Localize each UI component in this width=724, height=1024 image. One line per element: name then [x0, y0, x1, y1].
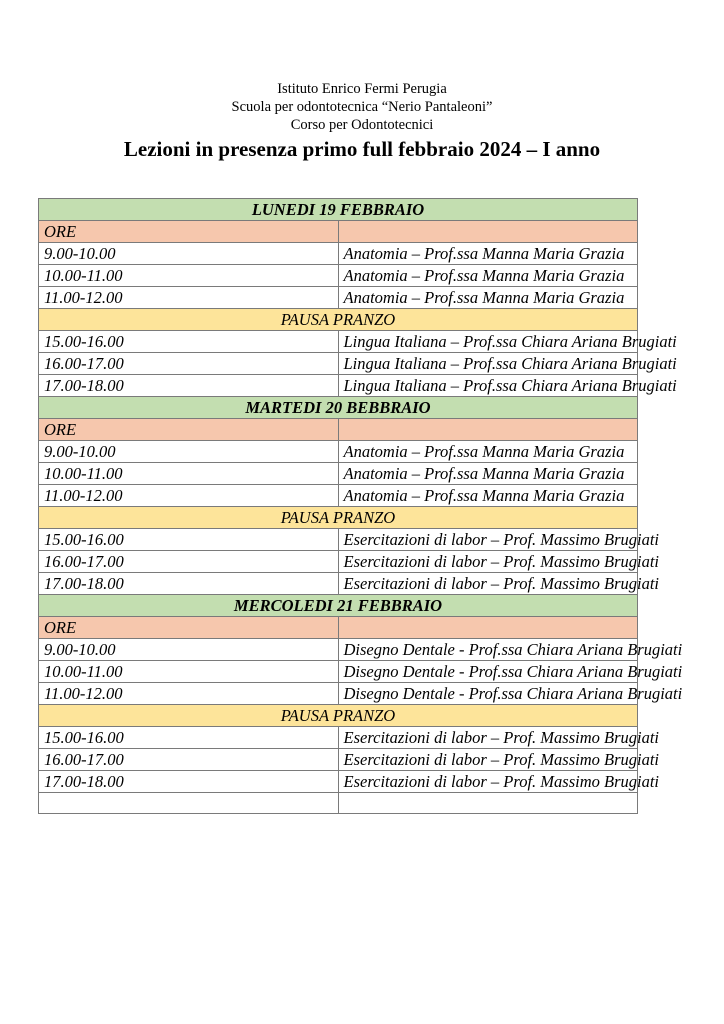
empty-cell	[338, 793, 638, 814]
time-cell: 17.00-18.00	[39, 375, 339, 397]
lesson-row	[39, 243, 638, 265]
time-cell: 11.00-12.00	[39, 485, 339, 507]
ore-row	[39, 221, 638, 243]
lesson-row	[39, 749, 638, 771]
lesson-cell: Esercitazioni di labor – Prof. Massimo Brugiati	[338, 771, 638, 793]
lesson-row	[39, 771, 638, 793]
lesson-cell: Anatomia – Prof.ssa Manna Maria Grazia	[338, 287, 638, 309]
pausa-row	[39, 507, 638, 529]
ore-row	[39, 419, 638, 441]
course-name: Corso per Odontotecnici	[290, 117, 434, 133]
time-cell: 17.00-18.00	[39, 771, 339, 793]
time-cell: 9.00-10.00	[39, 441, 339, 463]
ore-label: ORE	[39, 419, 339, 441]
lesson-row	[39, 727, 638, 749]
lesson-cell: Disegno Dentale - Prof.ssa Chiara Ariana Brugiati	[338, 639, 638, 661]
pausa-row	[39, 705, 638, 727]
lesson-row	[39, 375, 638, 397]
time-cell: 9.00-10.00	[39, 243, 339, 265]
day-header-row	[39, 595, 638, 617]
lesson-cell: Esercitazioni di labor – Prof. Massimo Brugiati	[338, 529, 638, 551]
ore-row	[39, 617, 638, 639]
day-title: MERCOLEDI 21 FEBBRAIO	[39, 595, 638, 617]
ore-empty-cell	[338, 419, 638, 441]
time-cell: 10.00-11.00	[39, 265, 339, 287]
ore-empty-cell	[338, 617, 638, 639]
pausa-label: PAUSA PRANZO	[39, 309, 638, 331]
time-cell: 15.00-16.00	[39, 331, 339, 353]
lesson-row	[39, 683, 638, 705]
time-cell: 11.00-12.00	[39, 683, 339, 705]
lesson-cell: Esercitazioni di labor – Prof. Massimo Brugiati	[338, 573, 638, 595]
ore-label: ORE	[39, 617, 339, 639]
lesson-cell: Esercitazioni di labor – Prof. Massimo Brugiati	[338, 749, 638, 771]
lesson-cell: Anatomia – Prof.ssa Manna Maria Grazia	[338, 265, 638, 287]
lesson-cell: Esercitazioni di labor – Prof. Massimo Brugiati	[338, 727, 638, 749]
day-header-row	[39, 397, 638, 419]
empty-cell	[39, 793, 339, 814]
lesson-cell: Anatomia – Prof.ssa Manna Maria Grazia	[338, 243, 638, 265]
day-title: LUNEDI 19 FEBBRAIO	[39, 199, 638, 221]
ore-empty-cell	[338, 221, 638, 243]
ore-label: ORE	[39, 221, 339, 243]
time-cell: 15.00-16.00	[39, 727, 339, 749]
time-cell: 15.00-16.00	[39, 529, 339, 551]
pausa-label: PAUSA PRANZO	[39, 705, 638, 727]
lesson-cell: Disegno Dentale - Prof.ssa Chiara Ariana Brugiati	[338, 661, 638, 683]
lesson-cell: Anatomia – Prof.ssa Manna Maria Grazia	[338, 463, 638, 485]
lesson-cell: Lingua Italiana – Prof.ssa Chiara Ariana Brugiati	[338, 375, 638, 397]
lesson-cell: Lingua Italiana – Prof.ssa Chiara Ariana Brugiati	[338, 353, 638, 375]
pausa-label: PAUSA PRANZO	[39, 507, 638, 529]
time-cell: 16.00-17.00	[39, 551, 339, 573]
time-cell: 16.00-17.00	[39, 749, 339, 771]
lesson-row	[39, 353, 638, 375]
time-cell: 11.00-12.00	[39, 287, 339, 309]
lesson-row	[39, 485, 638, 507]
lesson-row	[39, 463, 638, 485]
day-header-row	[39, 199, 638, 221]
lesson-cell: Anatomia – Prof.ssa Manna Maria Grazia	[338, 485, 638, 507]
time-cell: 17.00-18.00	[39, 573, 339, 595]
lesson-row	[39, 661, 638, 683]
time-cell: 9.00-10.00	[39, 639, 339, 661]
time-cell: 16.00-17.00	[39, 353, 339, 375]
lesson-row	[39, 331, 638, 353]
lesson-cell: Anatomia – Prof.ssa Manna Maria Grazia	[338, 441, 638, 463]
lesson-row	[39, 639, 638, 661]
lesson-row	[39, 441, 638, 463]
lesson-row	[39, 265, 638, 287]
lesson-row	[39, 551, 638, 573]
page-title: Lezioni in presenza primo full febbraio 2024 – I anno	[123, 137, 601, 161]
document-header	[0, 80, 724, 162]
lesson-cell: Disegno Dentale - Prof.ssa Chiara Ariana Brugiati	[338, 683, 638, 705]
lesson-cell: Esercitazioni di labor – Prof. Massimo Brugiati	[338, 551, 638, 573]
lesson-row	[39, 287, 638, 309]
school-name: Scuola per odontotecnica “Nerio Pantaleoni”	[231, 99, 493, 115]
time-cell: 10.00-11.00	[39, 463, 339, 485]
empty-row	[39, 793, 638, 814]
lesson-cell: Lingua Italiana – Prof.ssa Chiara Ariana Brugiati	[338, 331, 638, 353]
pausa-row	[39, 309, 638, 331]
institute-name: Istituto Enrico Fermi Perugia	[277, 81, 447, 97]
lesson-row	[39, 573, 638, 595]
schedule-table	[38, 198, 683, 814]
lesson-row	[39, 529, 638, 551]
time-cell: 10.00-11.00	[39, 661, 339, 683]
day-title: MARTEDI 20 BEBBRAIO	[39, 397, 638, 419]
